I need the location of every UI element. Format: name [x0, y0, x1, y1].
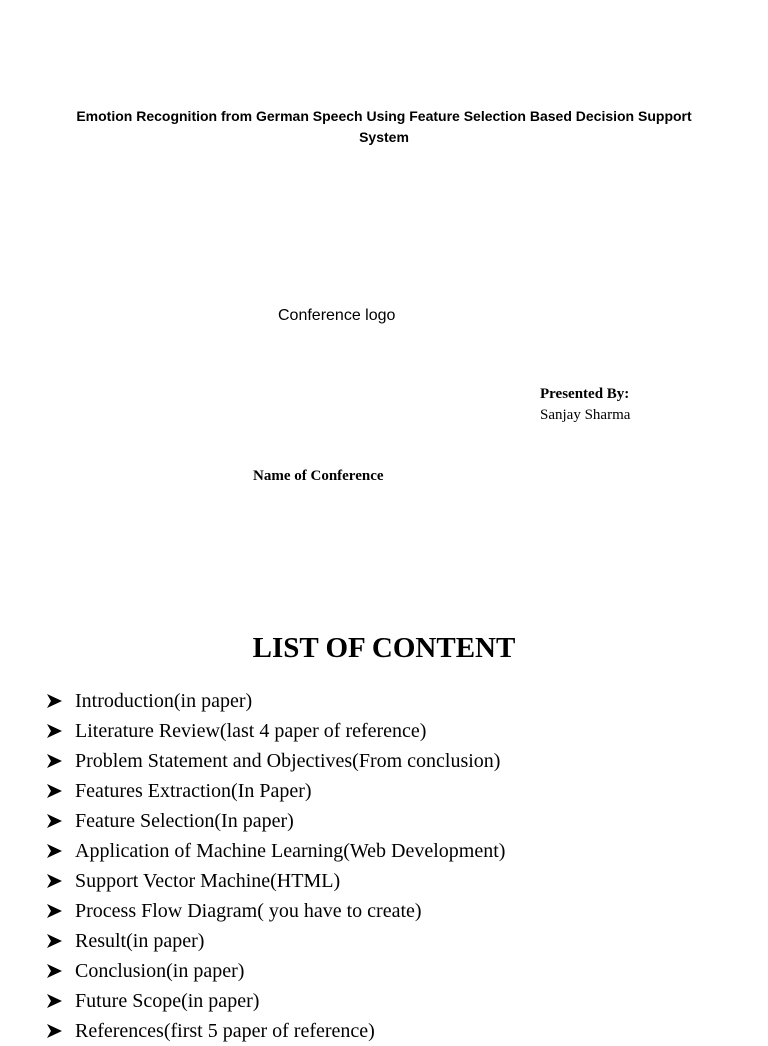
- content-list-item: [46, 866, 505, 896]
- arrowhead-bullet-icon: [46, 746, 75, 776]
- arrowhead-bullet-icon: [46, 926, 75, 956]
- presented-by-block: [540, 384, 630, 426]
- presenter-name: Sanjay Sharma: [540, 407, 631, 423]
- content-list-item: [46, 806, 505, 836]
- arrowhead-bullet-icon: [46, 806, 75, 836]
- arrowhead-bullet-icon: [46, 986, 75, 1016]
- arrowhead-bullet-icon: [46, 716, 75, 746]
- content-list-item: [46, 926, 505, 956]
- arrowhead-bullet-icon: [46, 1016, 75, 1046]
- content-list-item: [46, 896, 505, 926]
- content-list-item-label: Support Vector Machine(HTML): [75, 870, 341, 892]
- document-title: Emotion Recognition from German Speech Using Feature Selection Based Decision Support System: [76, 108, 692, 145]
- content-list-item-label: Future Scope(in paper): [75, 990, 260, 1012]
- content-heading: LIST OF CONTENT: [252, 632, 516, 664]
- content-list-item-label: Introduction(in paper): [75, 690, 253, 712]
- presented-by-label: Presented By:: [540, 386, 630, 402]
- arrowhead-bullet-icon: [46, 866, 75, 896]
- content-list-item: [46, 986, 505, 1016]
- arrowhead-bullet-icon: [46, 836, 75, 866]
- content-list-item: [46, 956, 505, 986]
- content-list-item-label: Conclusion(in paper): [75, 960, 245, 982]
- arrowhead-bullet-icon: [46, 956, 75, 986]
- content-list-item-label: Process Flow Diagram( you have to create): [75, 900, 422, 922]
- content-list-item: [46, 716, 505, 746]
- content-list-item: [46, 746, 505, 776]
- arrowhead-bullet-icon: [46, 686, 75, 716]
- content-list-item: [46, 776, 505, 806]
- content-list-item-label: Literature Review(last 4 paper of reference): [75, 720, 427, 742]
- content-list-item-label: References(first 5 paper of reference): [75, 1020, 375, 1042]
- content-list: [46, 686, 505, 1046]
- conference-logo-placeholder: Conference logo: [278, 307, 396, 324]
- content-list-item-label: Features Extraction(In Paper): [75, 780, 312, 802]
- content-list-item-label: Application of Machine Learning(Web Development): [75, 840, 506, 862]
- conference-name: Name of Conference: [253, 468, 384, 484]
- content-list-item-label: Result(in paper): [75, 930, 205, 952]
- content-list-item-label: Feature Selection(In paper): [75, 810, 294, 832]
- arrowhead-bullet-icon: [46, 776, 75, 806]
- content-list-item-label: Problem Statement and Objectives(From conclusion): [75, 750, 501, 772]
- content-list-item: [46, 836, 505, 866]
- content-list-item: [46, 686, 505, 716]
- arrowhead-bullet-icon: [46, 896, 75, 926]
- content-list-item: [46, 1016, 505, 1046]
